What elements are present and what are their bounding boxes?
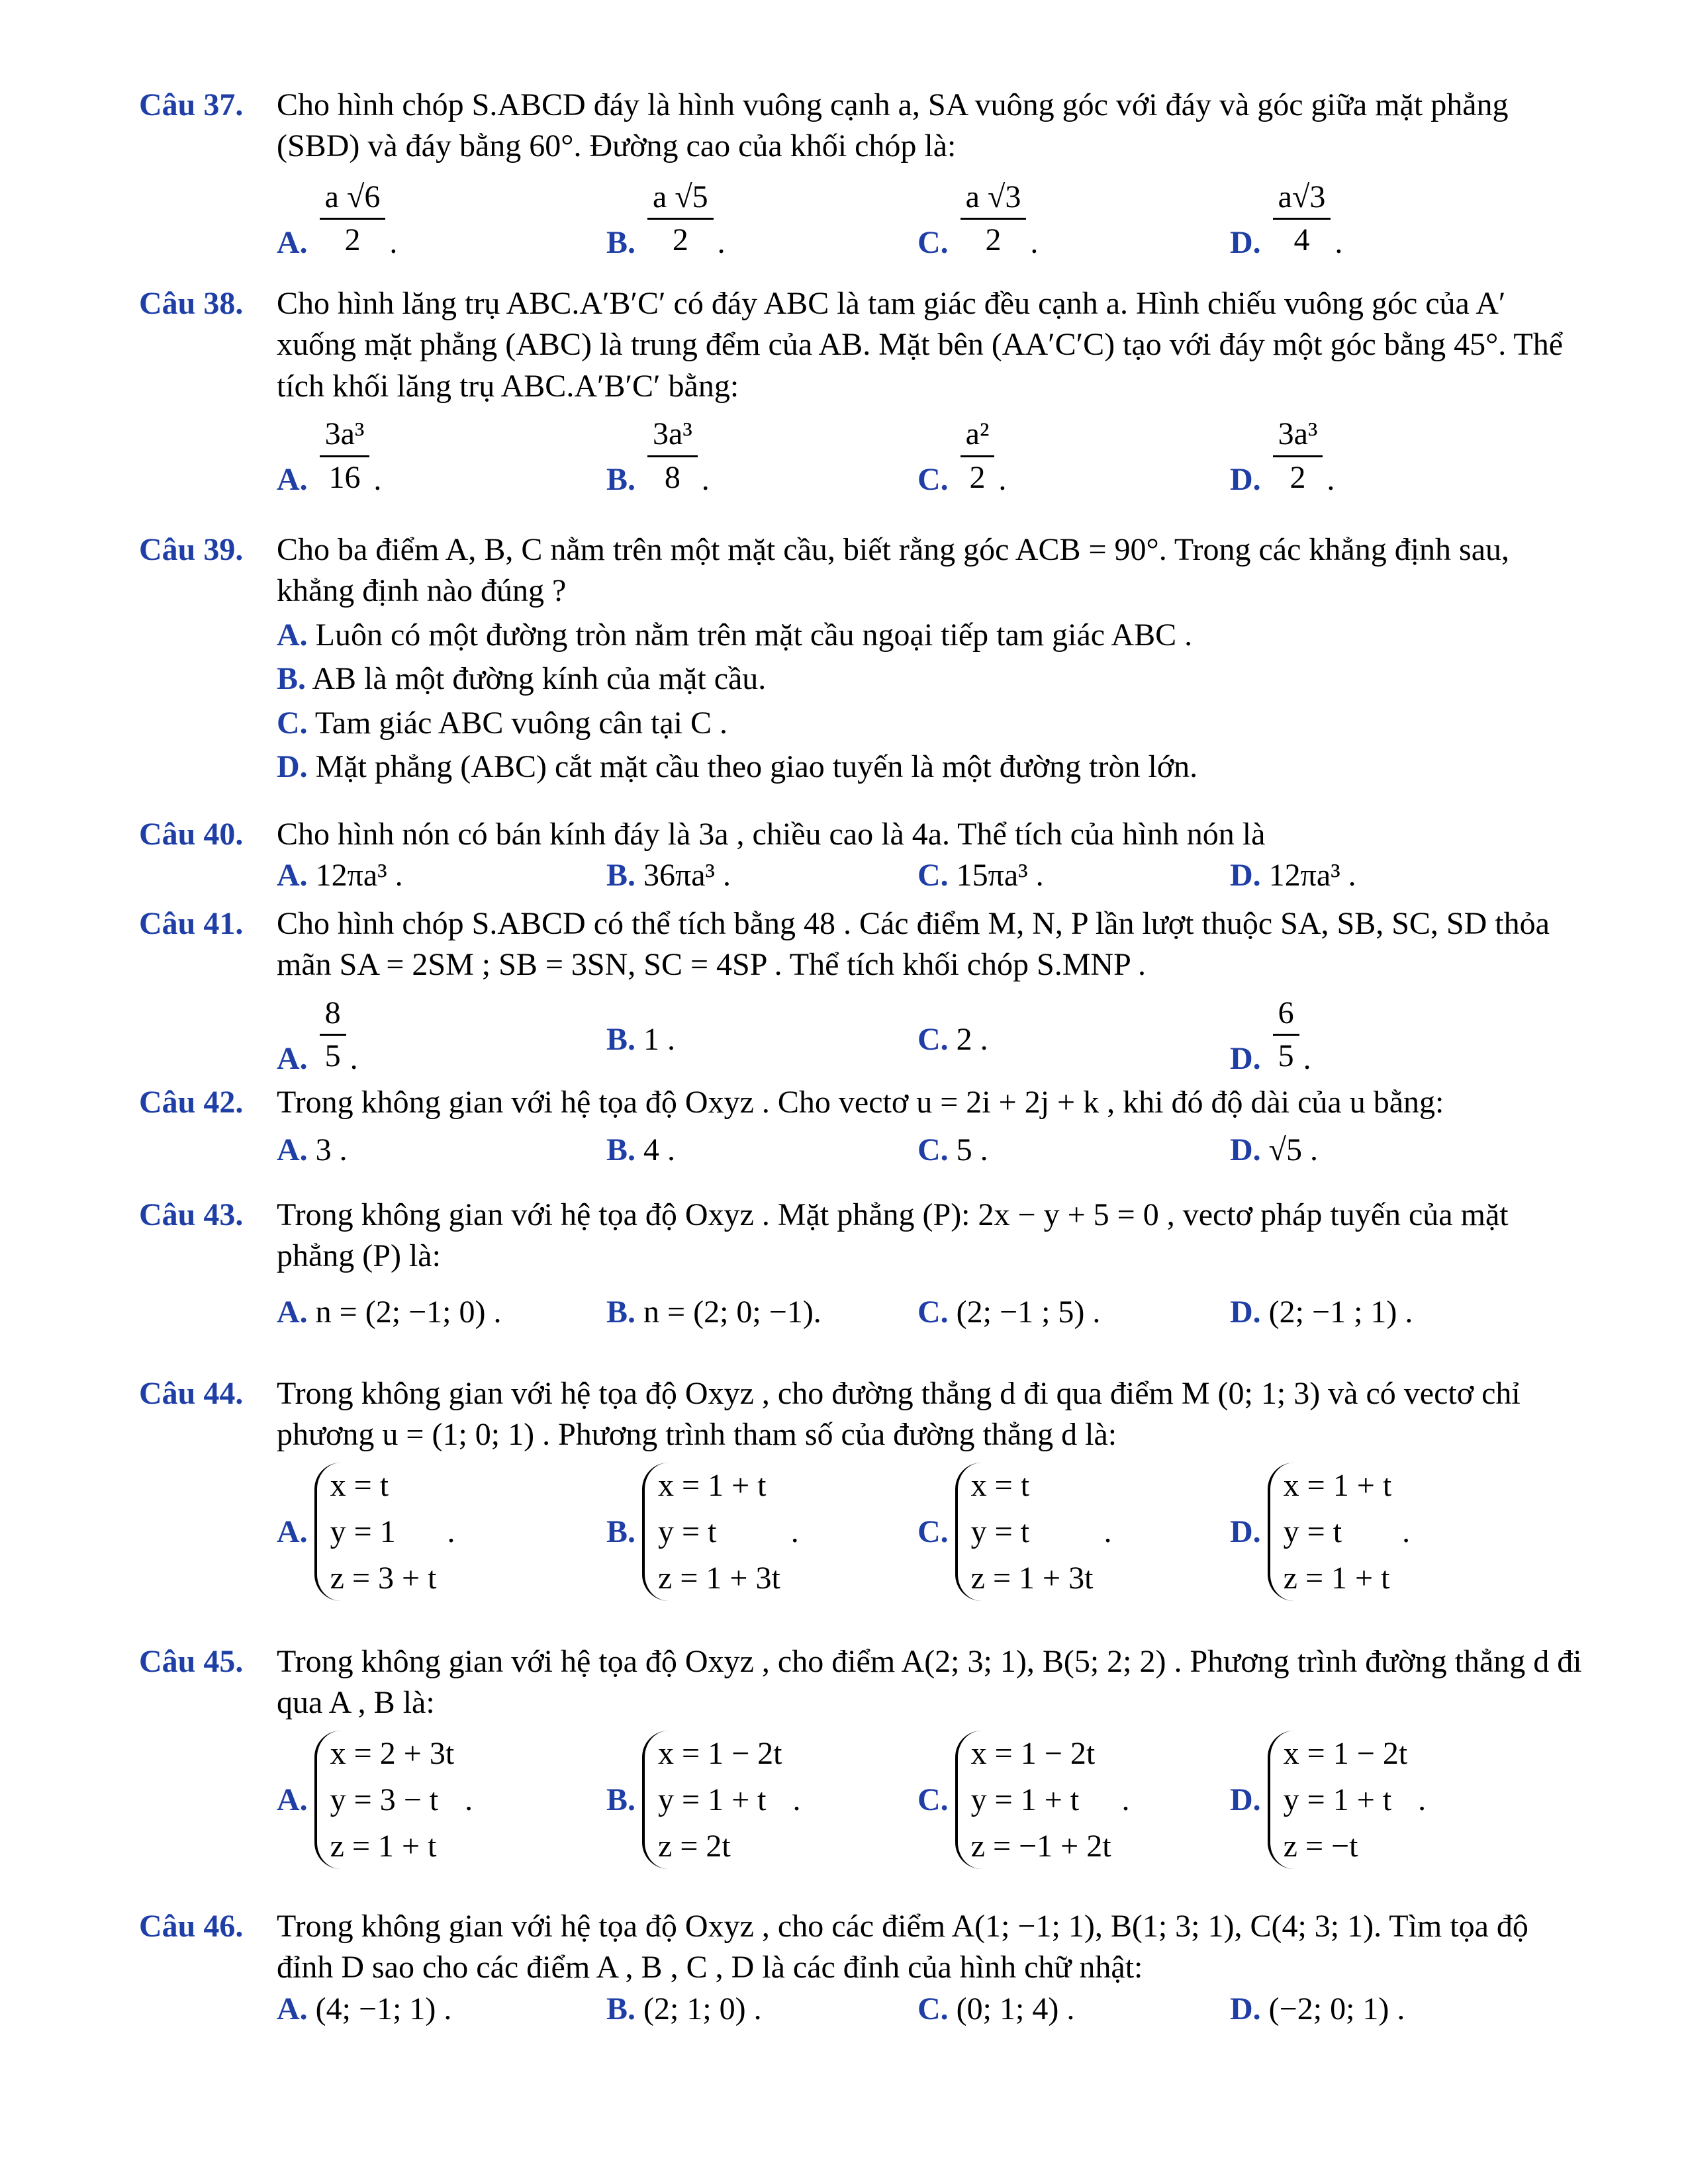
option-b[interactable]: B. n = (2; 0; −1).	[606, 1294, 821, 1330]
option-a[interactable]: A. x = t y = 1 z = 3 + t .	[277, 1456, 455, 1608]
question-label: Câu 38.	[139, 286, 244, 321]
option-b[interactable]: B. x = 1 + t y = t z = 1 + 3t .	[606, 1456, 799, 1608]
answer-row	[277, 1989, 1582, 2035]
option-c[interactable]: C. x = 1 − 2t y = 1 + t z = −1 + 2t .	[917, 1724, 1130, 1876]
option-b[interactable]: B. 1 .	[606, 1021, 676, 1057]
option-c[interactable]: C. x = t y = t z = 1 + 3t .	[917, 1456, 1111, 1608]
option-d[interactable]: D. $\frac{\text{3a³}}{2}$ .	[1230, 414, 1335, 498]
option-a[interactable]: A. Luôn có một đường tròn nằm trên mặt cầu ngoại tiếp tam giác ABC .	[277, 617, 1193, 653]
question-text: Cho hình chóp S.ABCD có thể tích bằng 48 . Các điểm M, N, P lần lượt thuộc SA, SB, SC, SD thỏa mãn SA = 2SM ; SB = 3SN, SC = 4SP . Thể tích khối chóp S.MNP .	[277, 906, 1550, 983]
option-b[interactable]: B. x = 1 − 2t y = 1 + t z = 2t .	[606, 1724, 801, 1876]
question-37	[139, 85, 1582, 269]
option-d[interactable]: D. $\frac{6}{5}$ .	[1230, 993, 1311, 1077]
answer-row	[277, 993, 1582, 1085]
equation-system: x = 1 − 2t y = 1 + t z = −t	[1268, 1731, 1418, 1869]
option-d[interactable]: D. x = 1 + t y = t z = 1 + t .	[1230, 1456, 1410, 1608]
option-c[interactable]: C. 5 .	[917, 1132, 988, 1168]
question-text: Trong không gian với hệ tọa độ Oxyz , cho các điểm A(1; −1; 1), B(1; 3; 1), C(4; 3; 1). Tìm tọa độ đỉnh D sao cho các điểm A , B , C , D là các đỉnh của hình chữ nhật:	[277, 1909, 1528, 1985]
question-text: Trong không gian với hệ tọa độ Oxyz . Mặt phẳng (P): 2x − y + 5 = 0 , vectơ pháp tuyến của mặt phẳng (P) là:	[277, 1197, 1509, 1274]
question-text: Trong không gian với hệ tọa độ Oxyz , cho điểm A(2; 3; 1), B(5; 2; 2) . Phương trình đường thẳng d đi qua A , B là:	[277, 1644, 1582, 1721]
option-a[interactable]: A. (4; −1; 1) .	[277, 1991, 452, 2026]
question-label: Câu 41.	[139, 906, 244, 941]
option-b[interactable]: B. 4 .	[606, 1132, 676, 1168]
option-c[interactable]: C. Tam giác ABC vuông cân tại C .	[277, 705, 728, 741]
fraction: $\frac{a √6}{2}$	[320, 177, 386, 261]
equation-system: x = t y = t z = 1 + 3t	[955, 1463, 1104, 1601]
question-text: Cho hình chóp S.ABCD đáy là hình vuông cạnh a, SA vuông góc với đáy và góc giữa mặt phẳng (SBD) và đáy bằng 60°. Đường cao của khối chóp là:	[277, 87, 1509, 164]
question-label: Câu 43.	[139, 1197, 244, 1232]
option-b[interactable]: B. $\frac{a √5}{2}$ .	[606, 177, 726, 261]
question-label: Câu 37.	[139, 87, 244, 122]
answer-row	[277, 855, 1582, 901]
option-d[interactable]: D. 12πa³ .	[1230, 858, 1356, 893]
fraction: $\frac{a √5}{2}$	[647, 177, 714, 261]
fraction: $\frac{a√3}{4}$	[1273, 177, 1331, 261]
option-b[interactable]: B. (2; 1; 0) .	[606, 1991, 762, 2026]
fraction: $\frac{8}{5}$	[320, 993, 346, 1077]
option-c[interactable]: C. $\frac{\text{a²}}{2}$ .	[917, 414, 1006, 498]
option-a[interactable]: A. $\frac{8}{5}$ .	[277, 993, 358, 1077]
option-c[interactable]: C. (2; −1 ; 5) .	[917, 1294, 1101, 1330]
option-a[interactable]: A. 3 .	[277, 1132, 348, 1168]
option-d[interactable]: D. √5 .	[1230, 1132, 1319, 1168]
option-d[interactable]: D. x = 1 − 2t y = 1 + t z = −t .	[1230, 1724, 1426, 1876]
question-42	[139, 1082, 1582, 1176]
question-label: Câu 42.	[139, 1085, 244, 1120]
option-d[interactable]: D. (2; −1 ; 1) .	[1230, 1294, 1413, 1330]
question-text: Cho hình lăng trụ ABC.A′B′C′ có đáy ABC là tam giác đều cạnh a. Hình chiếu vuông góc của A′ xuống mặt phẳng (ABC) là trung đểm của AB. Mặt bên (AA′C′C) tạo với đáy một góc bằng 45°. Thể tích khối lăng trụ ABC.A′B′C′ bằng:	[277, 286, 1564, 404]
answer-row	[277, 414, 1582, 506]
question-text: Trong không gian với hệ tọa độ Oxyz . Cho vectơ u = 2i + 2j + k , khi đó độ dài của u bằng:	[277, 1085, 1444, 1120]
question-label: Câu 44.	[139, 1376, 244, 1411]
option-b[interactable]: B. AB là một đường kính của mặt cầu.	[277, 661, 767, 697]
answer-row	[277, 1456, 1582, 1608]
question-43	[139, 1195, 1582, 1338]
question-45	[139, 1641, 1582, 1876]
fraction: $\frac{6}{5}$	[1273, 993, 1299, 1077]
question-label: Câu 46.	[139, 1909, 244, 1944]
option-d[interactable]: D. (−2; 0; 1) .	[1230, 1991, 1405, 2026]
option-b[interactable]: B. 36πa³ .	[606, 858, 731, 893]
question-text: Trong không gian với hệ tọa độ Oxyz , cho đường thẳng d đi qua điểm M (0; 1; 3) và có vectơ chỉ phương u = (1; 0; 1) . Phương trình tham số của đường thẳng d là:	[277, 1376, 1521, 1453]
option-c[interactable]: C. (0; 1; 4) .	[917, 1991, 1075, 2026]
answer-row	[277, 1292, 1582, 1338]
equation-system: x = 1 − 2t y = 1 + t z = −1 + 2t	[955, 1731, 1122, 1869]
fraction: $\frac{\text{3a³}}{16}$	[320, 414, 370, 498]
answer-row	[277, 1724, 1582, 1876]
question-text: Cho hình nón có bán kính đáy là 3a , chiều cao là 4a. Thể tích của hình nón là	[277, 817, 1266, 852]
question-text: Cho ba điểm A, B, C nằm trên một mặt cầu, biết rằng góc ACB = 90°. Trong các khẳng định sau, khẳng định nào đúng ?	[277, 532, 1510, 609]
option-b[interactable]: B. $\frac{\text{3a³}}{8}$ .	[606, 414, 710, 498]
fraction: $\frac{\text{3a³}}{2}$	[1273, 414, 1323, 498]
equation-system: x = 1 − 2t y = 1 + t z = 2t	[642, 1731, 792, 1869]
question-39	[139, 529, 1582, 790]
option-d[interactable]: D. Mặt phẳng (ABC) cắt mặt cầu theo giao tuyến là một đường tròn lớn.	[277, 749, 1198, 784]
option-a[interactable]: A. 12πa³ .	[277, 858, 403, 893]
fraction: $\frac{a √3}{2}$	[961, 177, 1027, 261]
answer-list	[277, 615, 1582, 788]
question-label: Câu 40.	[139, 817, 244, 852]
option-c[interactable]: C. 15πa³ .	[917, 858, 1044, 893]
question-44	[139, 1373, 1582, 1608]
fraction: $\frac{\text{3a³}}{8}$	[647, 414, 698, 498]
equation-system: x = 2 + 3t y = 3 − t z = 1 + t	[314, 1731, 465, 1869]
option-a[interactable]: A. $\frac{\text{3a³}}{16}$ .	[277, 414, 381, 498]
fraction: $\frac{\text{a²}}{2}$	[961, 414, 995, 498]
option-a[interactable]: A. n = (2; −1; 0) .	[277, 1294, 502, 1330]
option-a[interactable]: A. $\frac{a √6}{2}$ .	[277, 177, 397, 261]
question-label: Câu 39.	[139, 532, 244, 567]
option-c[interactable]: C. 2 .	[917, 1021, 988, 1057]
question-41	[139, 903, 1582, 1085]
question-label: Câu 45.	[139, 1644, 244, 1679]
option-c[interactable]: C. $\frac{a √3}{2}$ .	[917, 177, 1038, 261]
equation-system: x = 1 + t y = t z = 1 + 3t	[642, 1463, 791, 1601]
question-46	[139, 1906, 1582, 2035]
option-d[interactable]: D. $\frac{a√3}{4}$ .	[1230, 177, 1342, 261]
question-40	[139, 814, 1582, 901]
equation-system: x = t y = 1 z = 3 + t	[314, 1463, 447, 1601]
answer-row	[277, 1130, 1582, 1176]
option-a[interactable]: A. x = 2 + 3t y = 3 − t z = 1 + t .	[277, 1724, 473, 1876]
answer-row	[277, 177, 1582, 269]
equation-system: x = 1 + t y = t z = 1 + t	[1268, 1463, 1402, 1601]
question-38	[139, 283, 1582, 506]
